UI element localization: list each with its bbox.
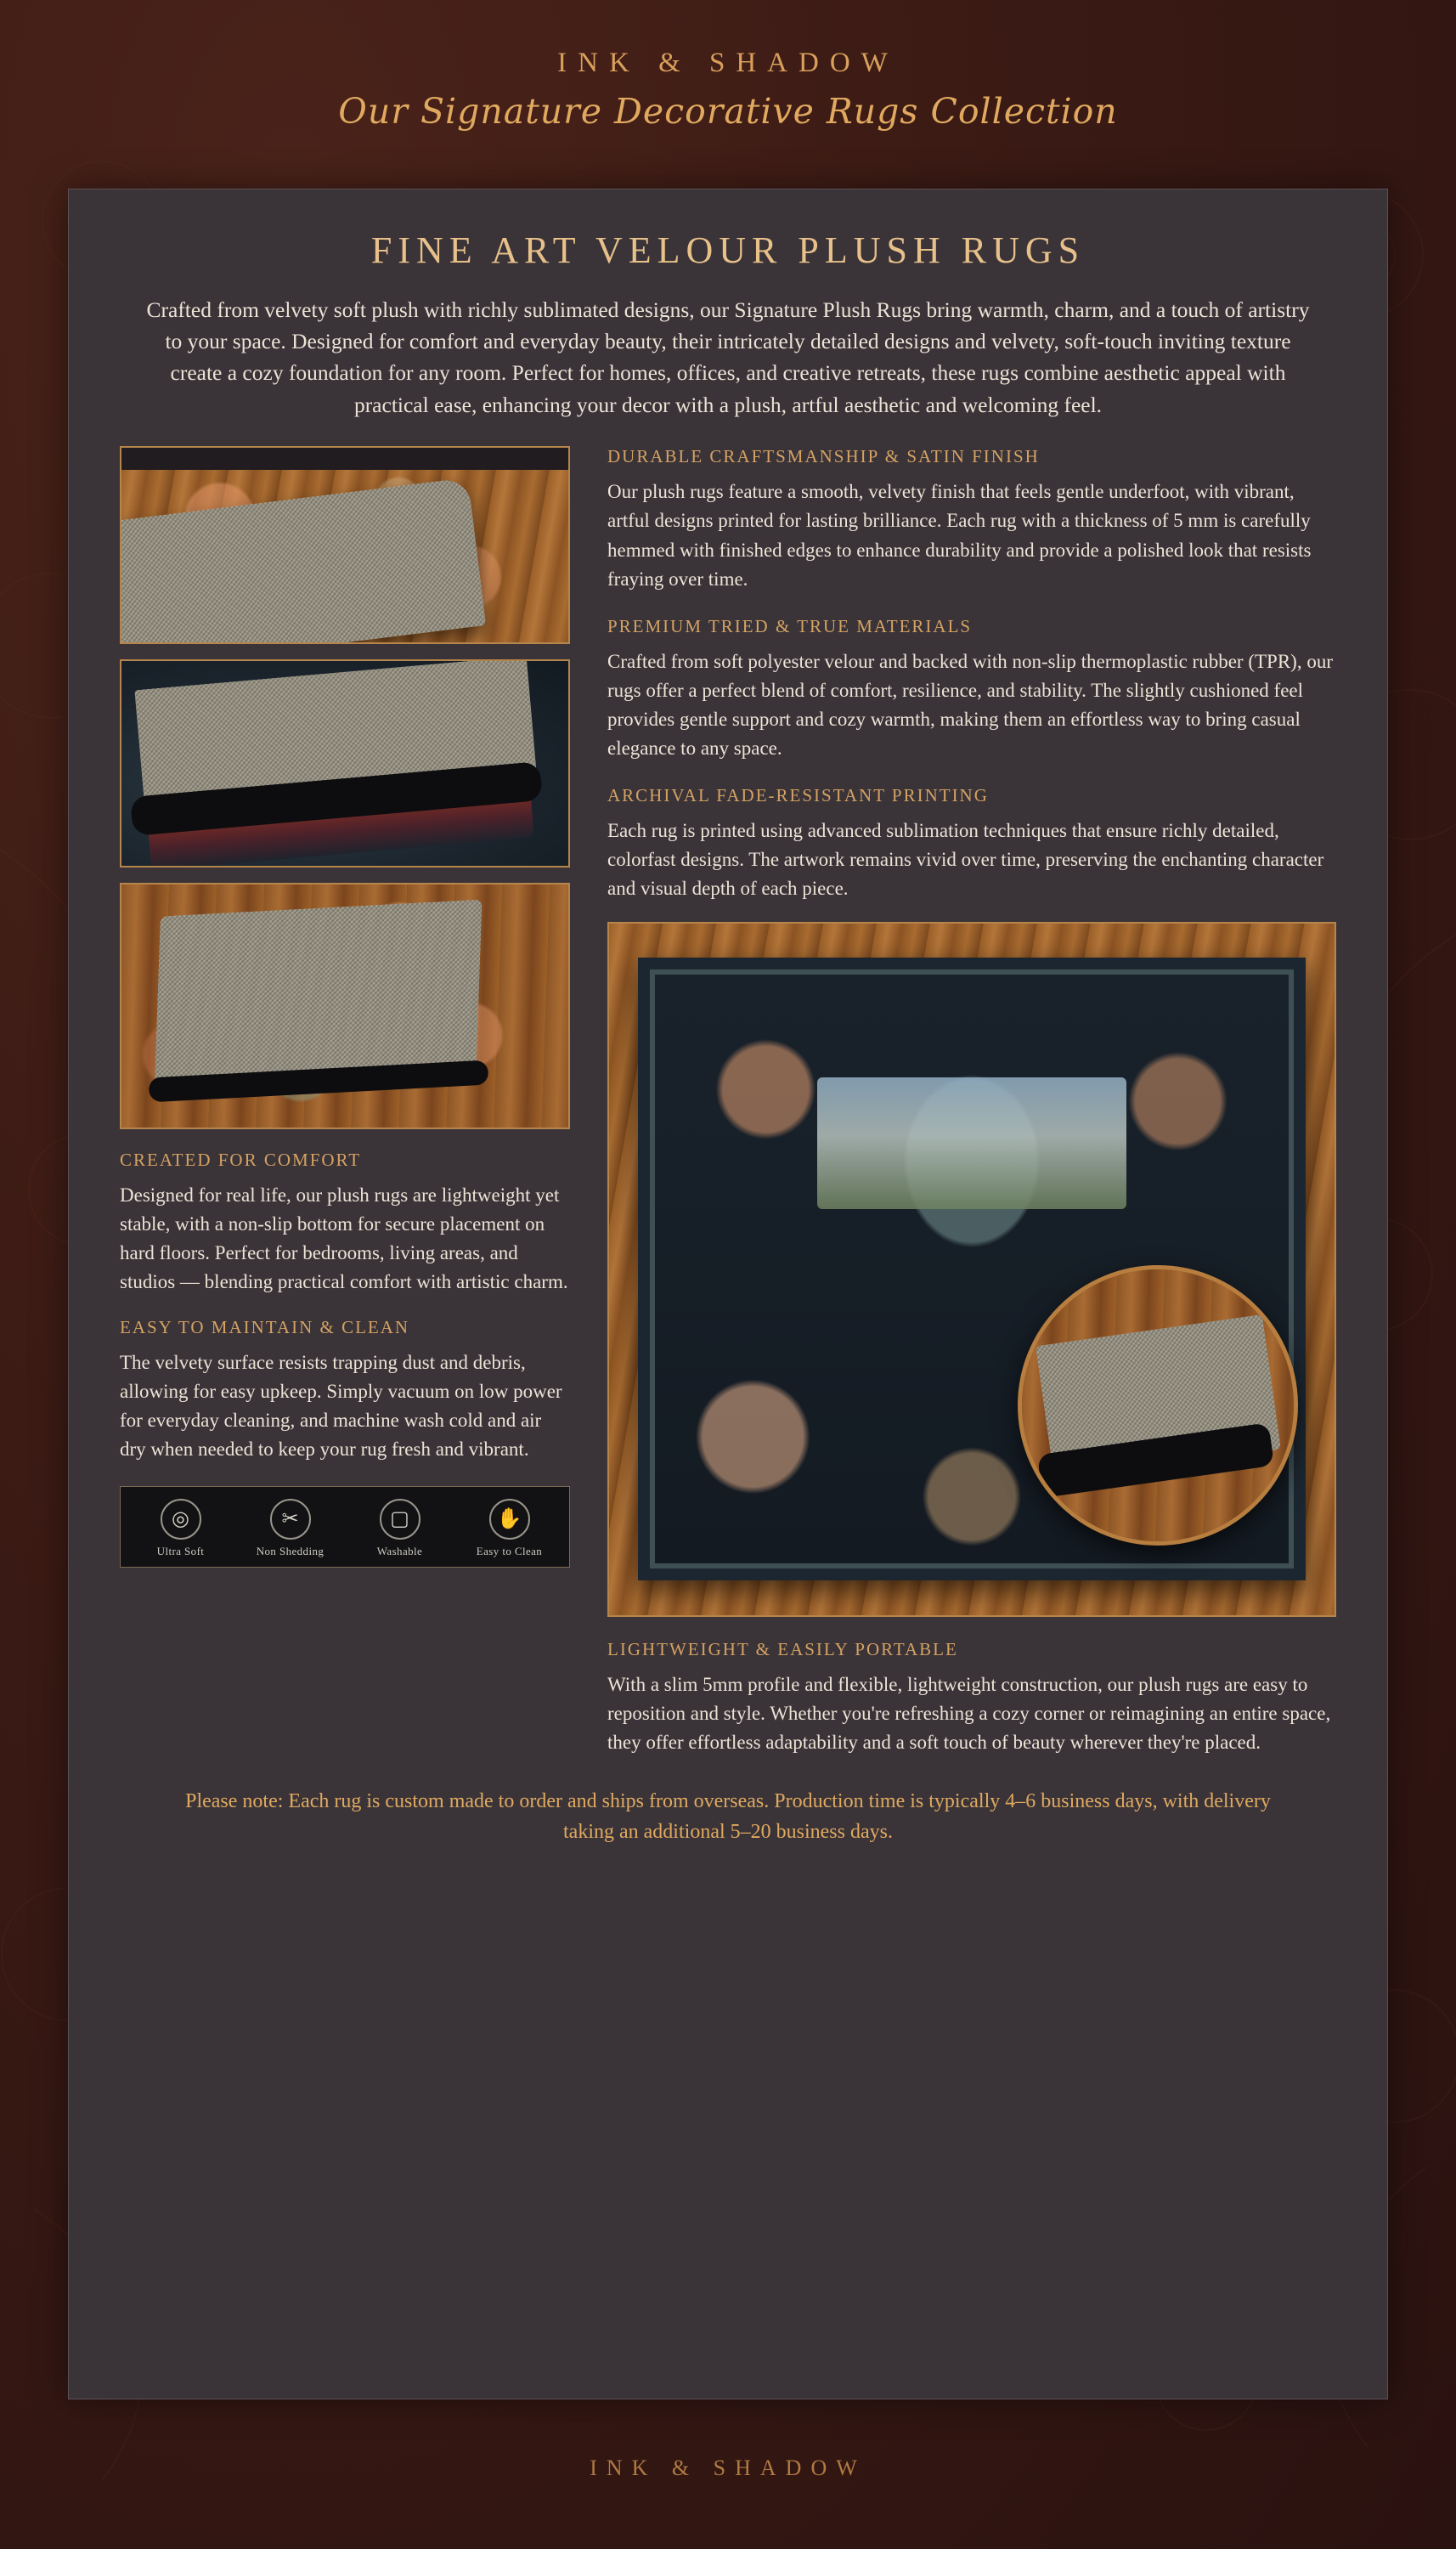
feature-ultra-soft — [126, 1499, 235, 1558]
feature-label: Washable — [376, 1544, 423, 1557]
section-heading-durable: DURABLE CRAFTSMANSHIP & SATIN FINISH — [607, 446, 1040, 467]
footer-brand: INK & SHADOW — [590, 2456, 866, 2480]
left-column — [120, 446, 570, 1567]
easy-to-clean-icon: ✋ — [489, 1499, 530, 1540]
photo-rug-rolled-edge — [120, 659, 570, 868]
content-panel — [68, 189, 1388, 2399]
photo-hero-rug-in-room — [607, 922, 1336, 1617]
feature-icon-strip — [120, 1486, 570, 1568]
feature-easy-to-clean — [454, 1499, 564, 1558]
section-body-portable: With a slim 5mm profile and flexible, lightweight construction, our plush rugs are easy to reposition and style. Whether you're refreshing a cozy corner or reimagining an entire space, they offer effortless adaptability and a soft touch of beauty wherever they're placed. — [607, 1673, 1331, 1753]
photo-rug-corner-on-wood — [120, 470, 570, 644]
section-heading-comfort: CREATED FOR COMFORT — [120, 1149, 362, 1170]
section-heading-materials: PREMIUM TRIED & TRUE MATERIALS — [607, 615, 973, 636]
ultra-soft-icon: ◎ — [161, 1499, 201, 1540]
section-heading-portable: LIGHTWEIGHT & EASILY PORTABLE — [607, 1638, 958, 1659]
two-column-body — [120, 446, 1336, 1756]
photo-inset-rug-backing-detail — [1018, 1265, 1298, 1546]
feature-non-shedding — [235, 1499, 345, 1558]
intro-paragraph: Crafted from velvety soft plush with richly sublimated designs, our Signature Plush Rugs bring warmth, charm, and a touch of artistry to your space. Designed for comfort and everyday beauty, their intricately detailed designs and velvety, soft-touch inviting texture create a cozy foundation for any room. Perfect for homes, offices, and creative retreats, these rugs combine aesthetic appeal with practical ease, enhancing your decor with a plush, artful aesthetic and welcoming feel. — [146, 297, 1310, 417]
section-heading-printing: ARCHIVAL FADE-RESISTANT PRINTING — [607, 784, 989, 805]
section-heading-maintain: EASY TO MAINTAIN & CLEAN — [120, 1316, 410, 1337]
production-note: Please note: Each rug is custom made to order and ships from overseas. Production time is typically 4–6 business days, with delivery taking an additional 5–20 business days. — [185, 1789, 1271, 1843]
feature-label: Easy to Clean — [476, 1544, 543, 1557]
brand-name: INK & SHADOW — [557, 48, 899, 78]
feature-washable — [345, 1499, 454, 1558]
feature-label: Non Shedding — [256, 1544, 324, 1557]
section-body-printing: Each rug is printed using advanced sublimation techniques that ensure richly detailed, colorfast designs. The artwork remains vivid over time, preserving the enchanting character and visual depth of each piece. — [607, 819, 1324, 899]
right-column — [607, 446, 1336, 1756]
section-body-materials: Crafted from soft polyester velour and backed with non-slip thermoplastic rubber (TPR), our rugs offer a perfect blend of comfort, resilience, and stability. The slightly cushioned feel provides gentle support and cozy warmth, making them an effortless way to bring casual elegance to any space. — [607, 650, 1333, 759]
washable-icon: ▢ — [380, 1499, 420, 1540]
non-shedding-icon: ✂ — [270, 1499, 311, 1540]
photo-rug-folded-corner — [120, 883, 570, 1129]
section-body-comfort: Designed for real life, our plush rugs are lightweight yet stable, with a non-slip bottom for secure placement on hard floors. Perfect for bedrooms, living areas, and studios — blending practical comfort with artistic charm. — [120, 1184, 568, 1292]
page-title: FINE ART VELOUR PLUSH RUGS — [370, 229, 1086, 271]
masthead — [0, 0, 1456, 189]
collection-tagline: Our Signature Decorative Rugs Collection — [338, 91, 1118, 132]
section-body-maintain: The velvety surface resists trapping dust and debris, allowing for easy upkeep. Simply vacuum on low power for everyday cleaning, and machine wash cold and air dry when needed to keep your rug fresh and vibrant. — [120, 1351, 562, 1460]
feature-label: Ultra Soft — [156, 1544, 205, 1557]
section-body-durable: Our plush rugs feature a smooth, velvety finish that feels gentle underfoot, with vibrant, artful designs printed for lasting brilliance. Each rug with a thickness of 5 mm is carefully hemmed with finished edges to enhance durability and provide a polished look that resists fraying over time. — [607, 481, 1312, 590]
rug-scenic-center-motif — [817, 1077, 1126, 1209]
